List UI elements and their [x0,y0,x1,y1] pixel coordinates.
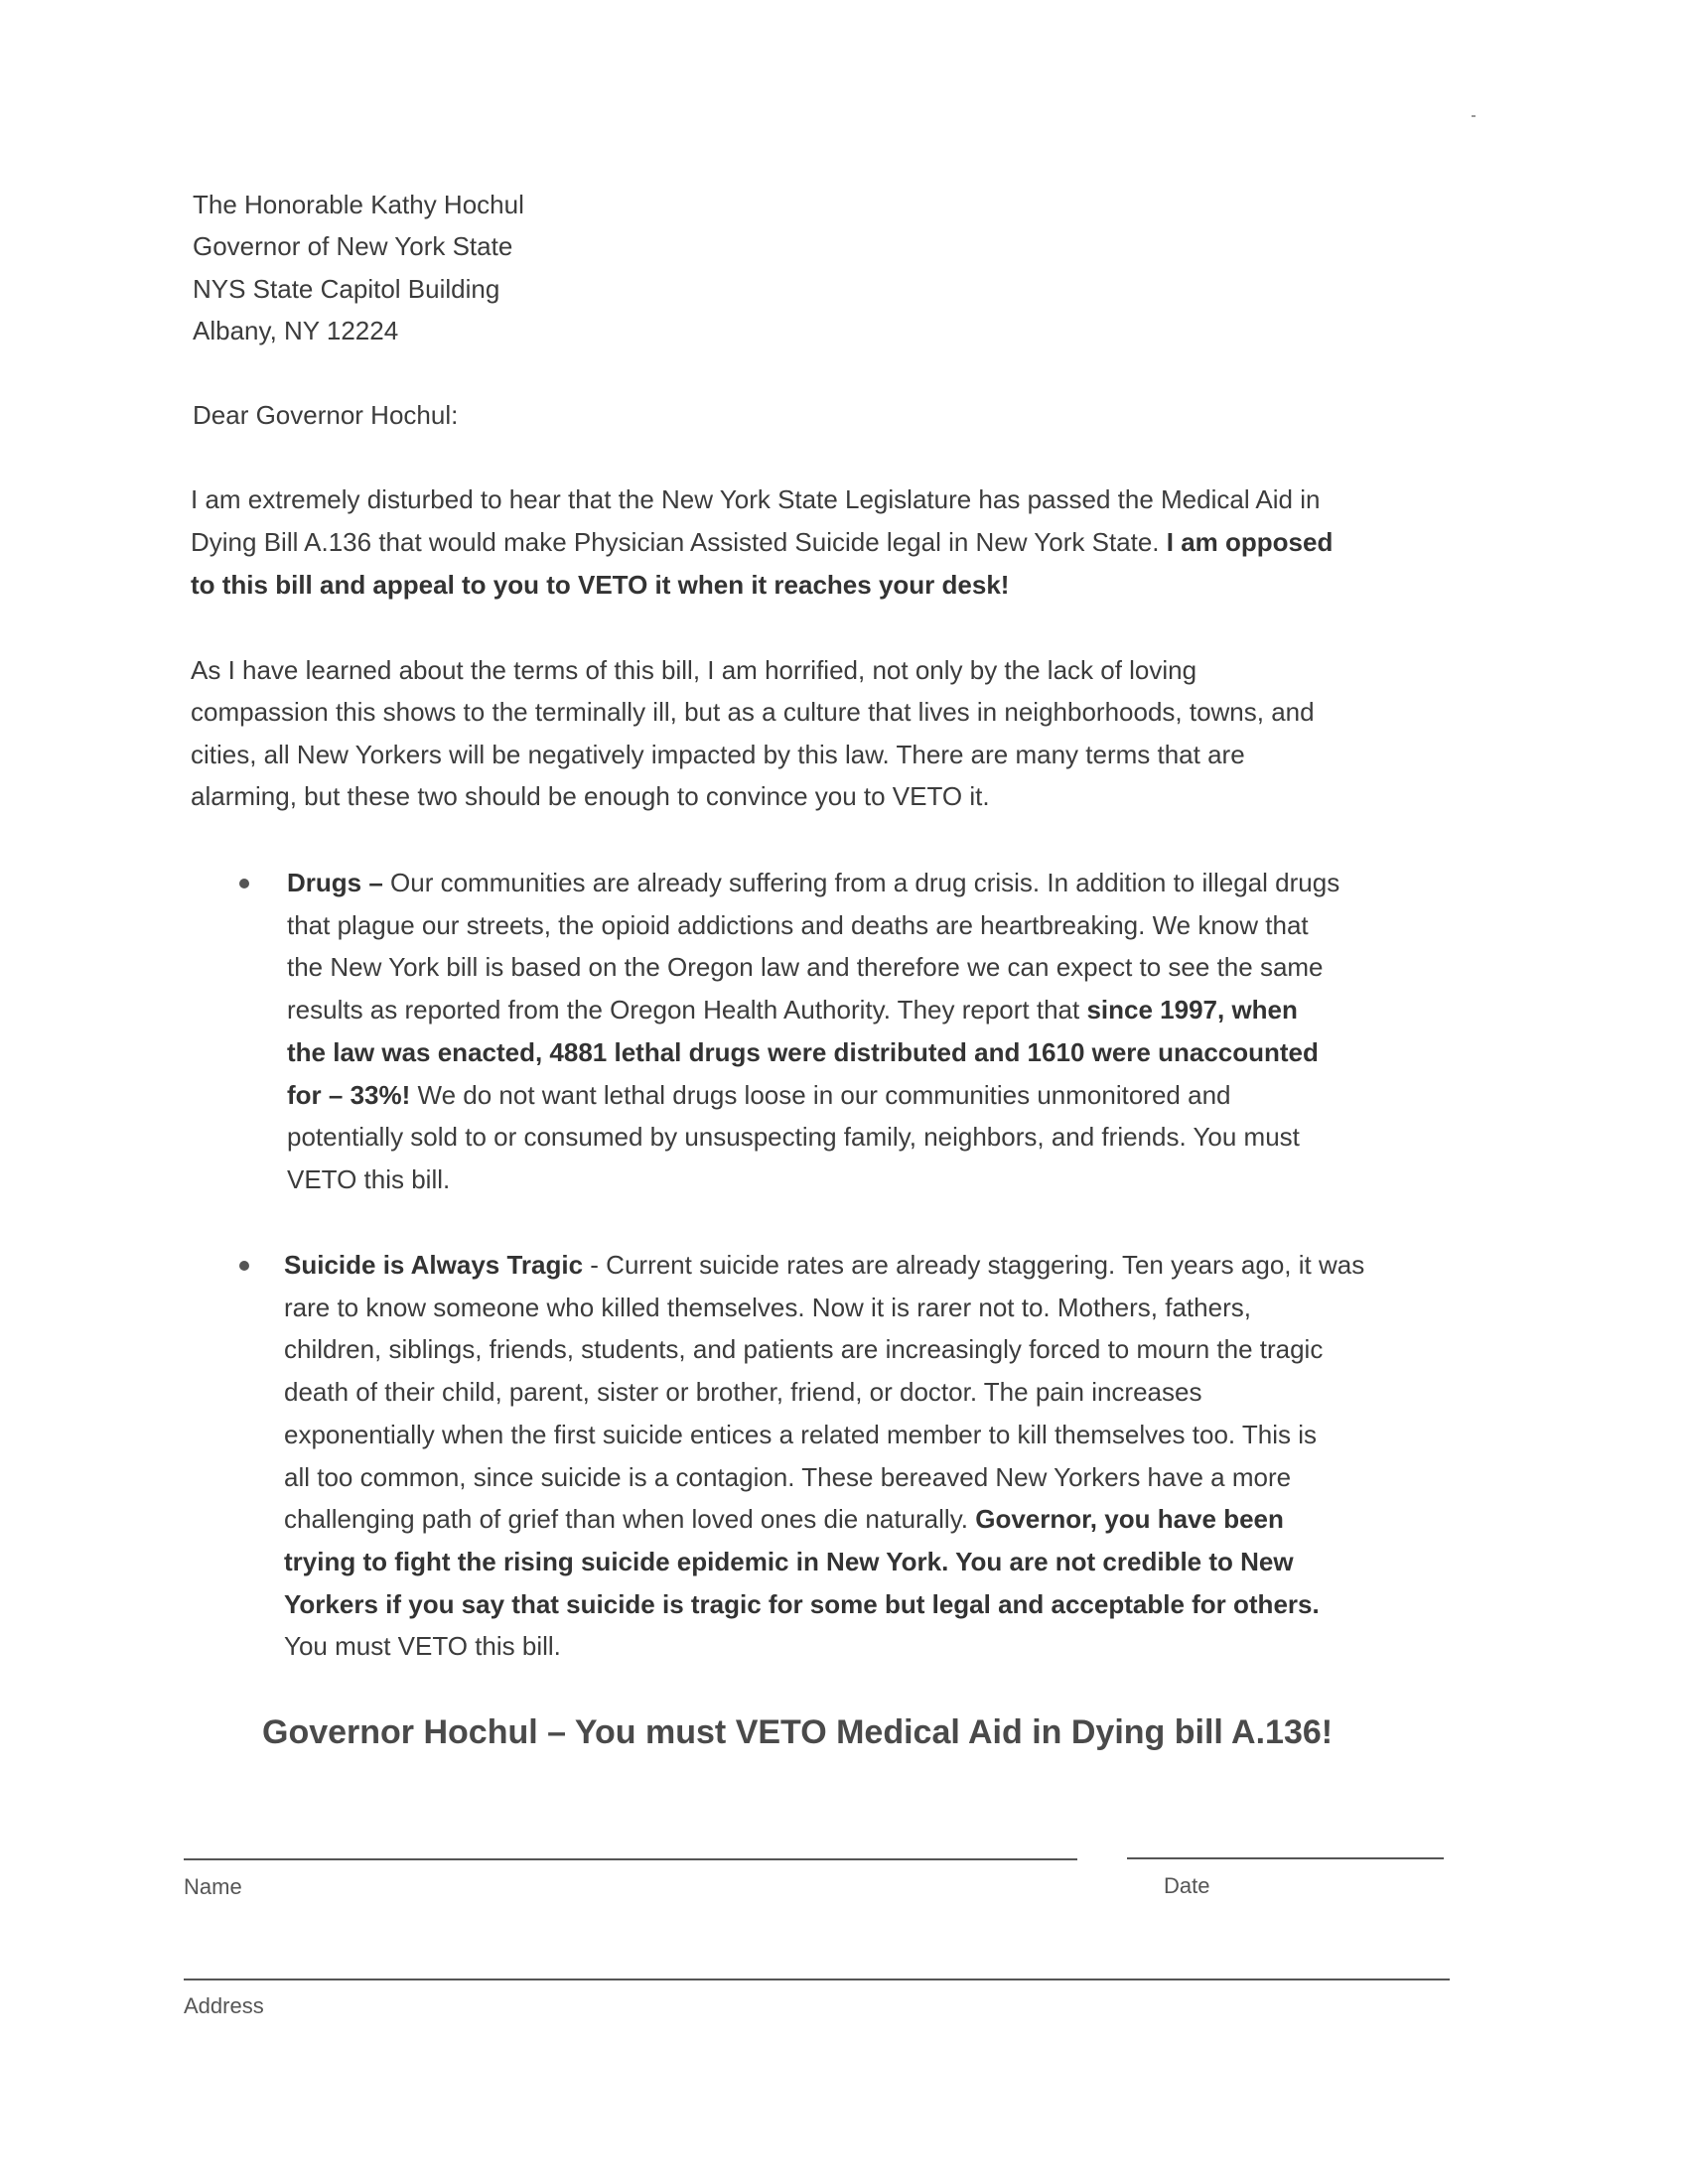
bold-text: for – 33%! [287,1079,418,1110]
bullet-line [284,1588,1320,1620]
text-segment: potentially sold to or consumed by unsuspecting family, neighbors, and friends. You must [287,1122,1300,1153]
bullet-line [284,1630,561,1662]
date-signature-line[interactable] [1127,1857,1444,1859]
text-segment: results as reported from the Oregon Health Authority. They report that [287,995,1087,1025]
bullet-dot-icon [239,1261,249,1271]
text-segment: VETO this bill. [287,1163,451,1194]
bullet-dot-icon [239,879,249,888]
bullet-line [284,1503,1284,1535]
bullet-line [287,867,1339,898]
bullet-line [284,1419,1317,1450]
name-label: Name [184,1874,242,1899]
bullet-line [287,1121,1300,1153]
recipient-line: Governor of New York State [193,231,513,262]
bullet-line [287,1079,1231,1111]
text-segment: We do not want lethal drugs loose in our communities unmonitored and [417,1079,1231,1110]
bold-text: trying to fight the rising suicide epidemic in New York. You are not credible to New [284,1546,1294,1576]
bullet-line [284,1249,1364,1281]
text-segment: You must VETO this bill. [284,1631,561,1662]
paragraph-line [191,483,1320,515]
bullet-line [284,1333,1323,1365]
bold-text: to this bill and appeal to you to VETO it when it reaches your desk! [191,570,1010,600]
text-segment: the New York bill is based on the Oregon law and therefore we can expect to see the same [287,952,1324,983]
bullet-line [287,951,1324,983]
text-segment: As I have learned about the terms of this bill, I am horrified, not only by the lack of loving [191,655,1197,685]
text-segment: exponentially when the first suicide entices a related member to kill themselves too. This is [284,1419,1318,1449]
bullet-line [287,909,1309,941]
name-signature-line[interactable] [184,1858,1077,1860]
address-signature-line[interactable] [184,1979,1450,1980]
paragraph-line [191,780,990,812]
bullet-line [287,1036,1319,1068]
text-segment: cities, all New Yorkers will be negatively impacted by this law. There are many terms that are [191,739,1245,769]
recipient-line: Albany, NY 12224 [193,316,399,346]
bullet-line [284,1546,1294,1577]
closing-appeal: Governor Hochul – You must VETO Medical Aid in Dying bill A.136! [262,1713,1334,1751]
text-segment: death of their child, parent, sister or brother, friend, or doctor. The pain increases [284,1377,1202,1408]
text-segment: challenging path of grief than when loved ones die naturally. [284,1504,976,1535]
bold-text: Governor, you have been [975,1504,1284,1535]
text-segment: Our communities are already suffering from a drug crisis. In addition to illegal drugs [390,868,1340,897]
bold-text: Suicide is Always Tragic [284,1250,584,1280]
text-segment: children, siblings, friends, students, and patients are increasingly forced to mourn the tragic [284,1334,1324,1365]
address-label: Address [184,1993,264,2018]
recipient-line: NYS State Capitol Building [193,273,500,304]
text-segment: rare to know someone who killed themselves. Now it is rarer not to. Mothers, fathers, [284,1292,1251,1322]
text-segment: I am extremely disturbed to hear that the New York State Legislature has passed the Medical Aid in [191,484,1321,514]
text-segment: that plague our streets, the opioid addictions and deaths are heartbreaking. We know that [287,909,1309,940]
text-segment: - Current suicide rates are already staggering. Ten years ago, it was [583,1250,1365,1280]
text-segment: alarming, but these two should be enough to convince you to VETO it. [191,780,990,811]
recipient-line: The Honorable Kathy Hochul [193,190,524,219]
bullet-line [287,1163,450,1195]
bold-text: Yorkers if you say that suicide is tragic for some but legal and acceptable for others. [284,1588,1320,1619]
bold-text: I am opposed [1166,527,1334,557]
bullet-line [284,1461,1291,1493]
bullet-line [284,1376,1201,1408]
bullet-line [284,1292,1251,1323]
salutation: Dear Governor Hochul: [193,400,459,430]
text-segment: compassion this shows to the terminally ill, but as a culture that lives in neighborhoods, towns, and [191,697,1315,728]
paragraph-line [191,696,1315,728]
bullet-line [287,994,1298,1025]
text-segment: all too common, since suicide is a contagion. These bereaved New Yorkers have a more [284,1461,1292,1492]
paragraph-line [191,654,1196,686]
scan-speck [1472,115,1476,117]
text-segment: Dying Bill A.136 that would make Physician Assisted Suicide legal in New York State. [191,527,1167,557]
date-label: Date [1164,1873,1210,1898]
bold-text: since 1997, when [1086,995,1298,1025]
bold-text: the law was enacted, 4881 lethal drugs were distributed and 1610 were unaccounted [287,1036,1319,1067]
paragraph-line [191,739,1245,770]
paragraph-line [191,526,1333,558]
paragraph-line [191,569,1009,601]
bold-text: Drugs – [287,868,391,897]
